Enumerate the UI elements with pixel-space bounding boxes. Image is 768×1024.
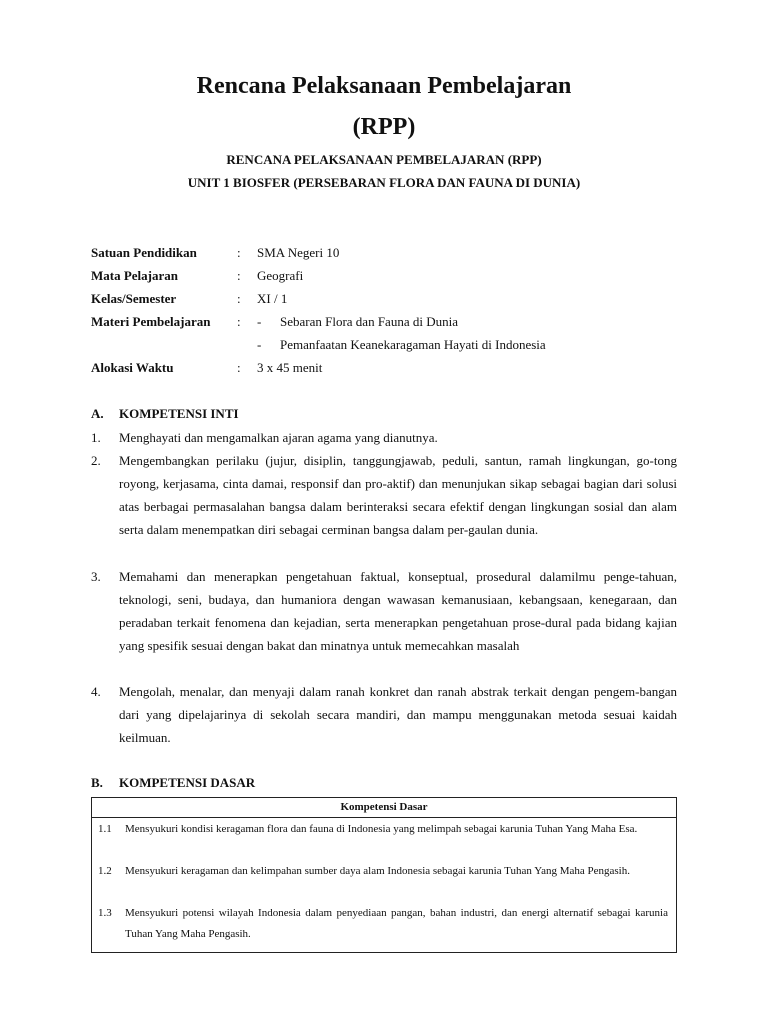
kd-text: Mensyukuri keragaman dan kelimpahan sumber daya alam Indonesia sebagai karunia Tuhan Yang Maha Pengasih. xyxy=(125,865,630,877)
list-number: 4. xyxy=(91,684,101,699)
identity-value: SMA Negeri 10 xyxy=(257,245,340,260)
kompetensi-dasar-table xyxy=(91,797,677,953)
section-title: KOMPETENSI INTI xyxy=(119,406,239,421)
identity-value: XI / 1 xyxy=(257,291,288,306)
section-letter: B. xyxy=(91,775,103,790)
identity-label: Materi Pembelajaran xyxy=(91,314,211,329)
document-title: Rencana Pelaksanaan Pembelajaran xyxy=(196,73,572,99)
list-number: 2. xyxy=(91,453,101,468)
list-text: Mengembangkan perilaku (jujur, disiplin, tanggungjawab, peduli, santun, ramah lingkungan, go-tong royong, kerjasama, cinta damai, responsif dan pro-aktif) dan menunjukan sikap sebagai bagian dari solusi atas berbagai permasalahan bangsa dalam berinteraksi secara efektif dengan lingkungan sosial dan alam serta dalam menempatkan diri sebagai cerminan bangsa dalam per-gaulan dunia. xyxy=(119,453,677,537)
list-text: Menghayati dan mengamalkan ajaran agama yang dianutnya. xyxy=(119,430,438,445)
unit-title: UNIT 1 BIOSFER (PERSEBARAN FLORA DAN FAUNA DI DUNIA) xyxy=(187,175,581,190)
identity-colon: : xyxy=(237,360,241,375)
document-subtitle: RENCANA PELAKSANAAN PEMBELAJARAN (RPP) xyxy=(226,152,542,167)
kd-number: 1.2 xyxy=(98,865,112,877)
list-text: Mengolah, menalar, dan menyaji dalam ranah konkret dan ranah abstrak terkait dengan pengem-bangan dari yang dipelajarinya di sekolah secara mandiri, dan mampu menggunakan metoda sesuai kaidah keilmuan. xyxy=(119,684,677,745)
list-number: 1. xyxy=(91,430,101,445)
identity-colon: : xyxy=(237,314,241,329)
kd-text: Mensyukuri potensi wilayah Indonesia dalam penyediaan pangan, bahan industri, dan energi alternatif sebagai karunia Tuhan Yang Maha Pengasih. xyxy=(125,907,668,940)
section-letter: A. xyxy=(91,406,104,421)
identity-label: Satuan Pendidikan xyxy=(91,245,197,260)
section-title: KOMPETENSI DASAR xyxy=(119,775,256,790)
identity-row-mapel xyxy=(91,266,681,286)
identity-colon: : xyxy=(237,291,241,306)
list-number: 3. xyxy=(91,569,101,584)
identity-label: Kelas/Semester xyxy=(91,291,177,306)
table-header: Kompetensi Dasar xyxy=(92,798,676,818)
list-dash: - xyxy=(257,314,262,329)
identity-row-materi xyxy=(91,312,681,332)
list-text: Memahami dan menerapkan pengetahuan faktual, konseptual, prosedural dalamilmu penge-tahuan, teknologi, seni, budaya, dan humaniora dengan wawasan kemanusiaan, kebangsaan, kenegaraan, dan peradaban terkait fenomena dan kejadian, serta menerapkan pengetahuan prose-dural pada bidang kajian yang spesifik sesuai dengan bakat dan minatnya untuk memecahkan masalah xyxy=(119,569,677,653)
list-dash: - xyxy=(257,337,262,352)
materi-item: Sebaran Flora dan Fauna di Dunia xyxy=(280,314,458,329)
identity-row-kelas xyxy=(91,289,681,309)
identity-value: 3 x 45 menit xyxy=(257,360,323,375)
identity-label: Alokasi Waktu xyxy=(91,360,174,375)
identity-row-satuan xyxy=(91,243,681,263)
kd-number: 1.3 xyxy=(98,907,112,919)
materi-item: Pemanfaatan Keanekaragaman Hayati di Indonesia xyxy=(280,337,546,352)
identity-label: Mata Pelajaran xyxy=(91,268,179,283)
kd-number: 1.1 xyxy=(98,823,112,835)
identity-row-materi-cont xyxy=(91,335,681,355)
identity-colon: : xyxy=(237,268,241,283)
kd-text: Mensyukuri kondisi keragaman flora dan fauna di Indonesia yang melimpah sebagai karunia Tuhan Yang Maha Esa. xyxy=(125,823,638,835)
identity-value: Geografi xyxy=(257,268,304,283)
document-title-abbrev: (RPP) xyxy=(352,114,416,140)
identity-colon: : xyxy=(237,245,241,260)
identity-row-alokasi xyxy=(91,358,681,378)
